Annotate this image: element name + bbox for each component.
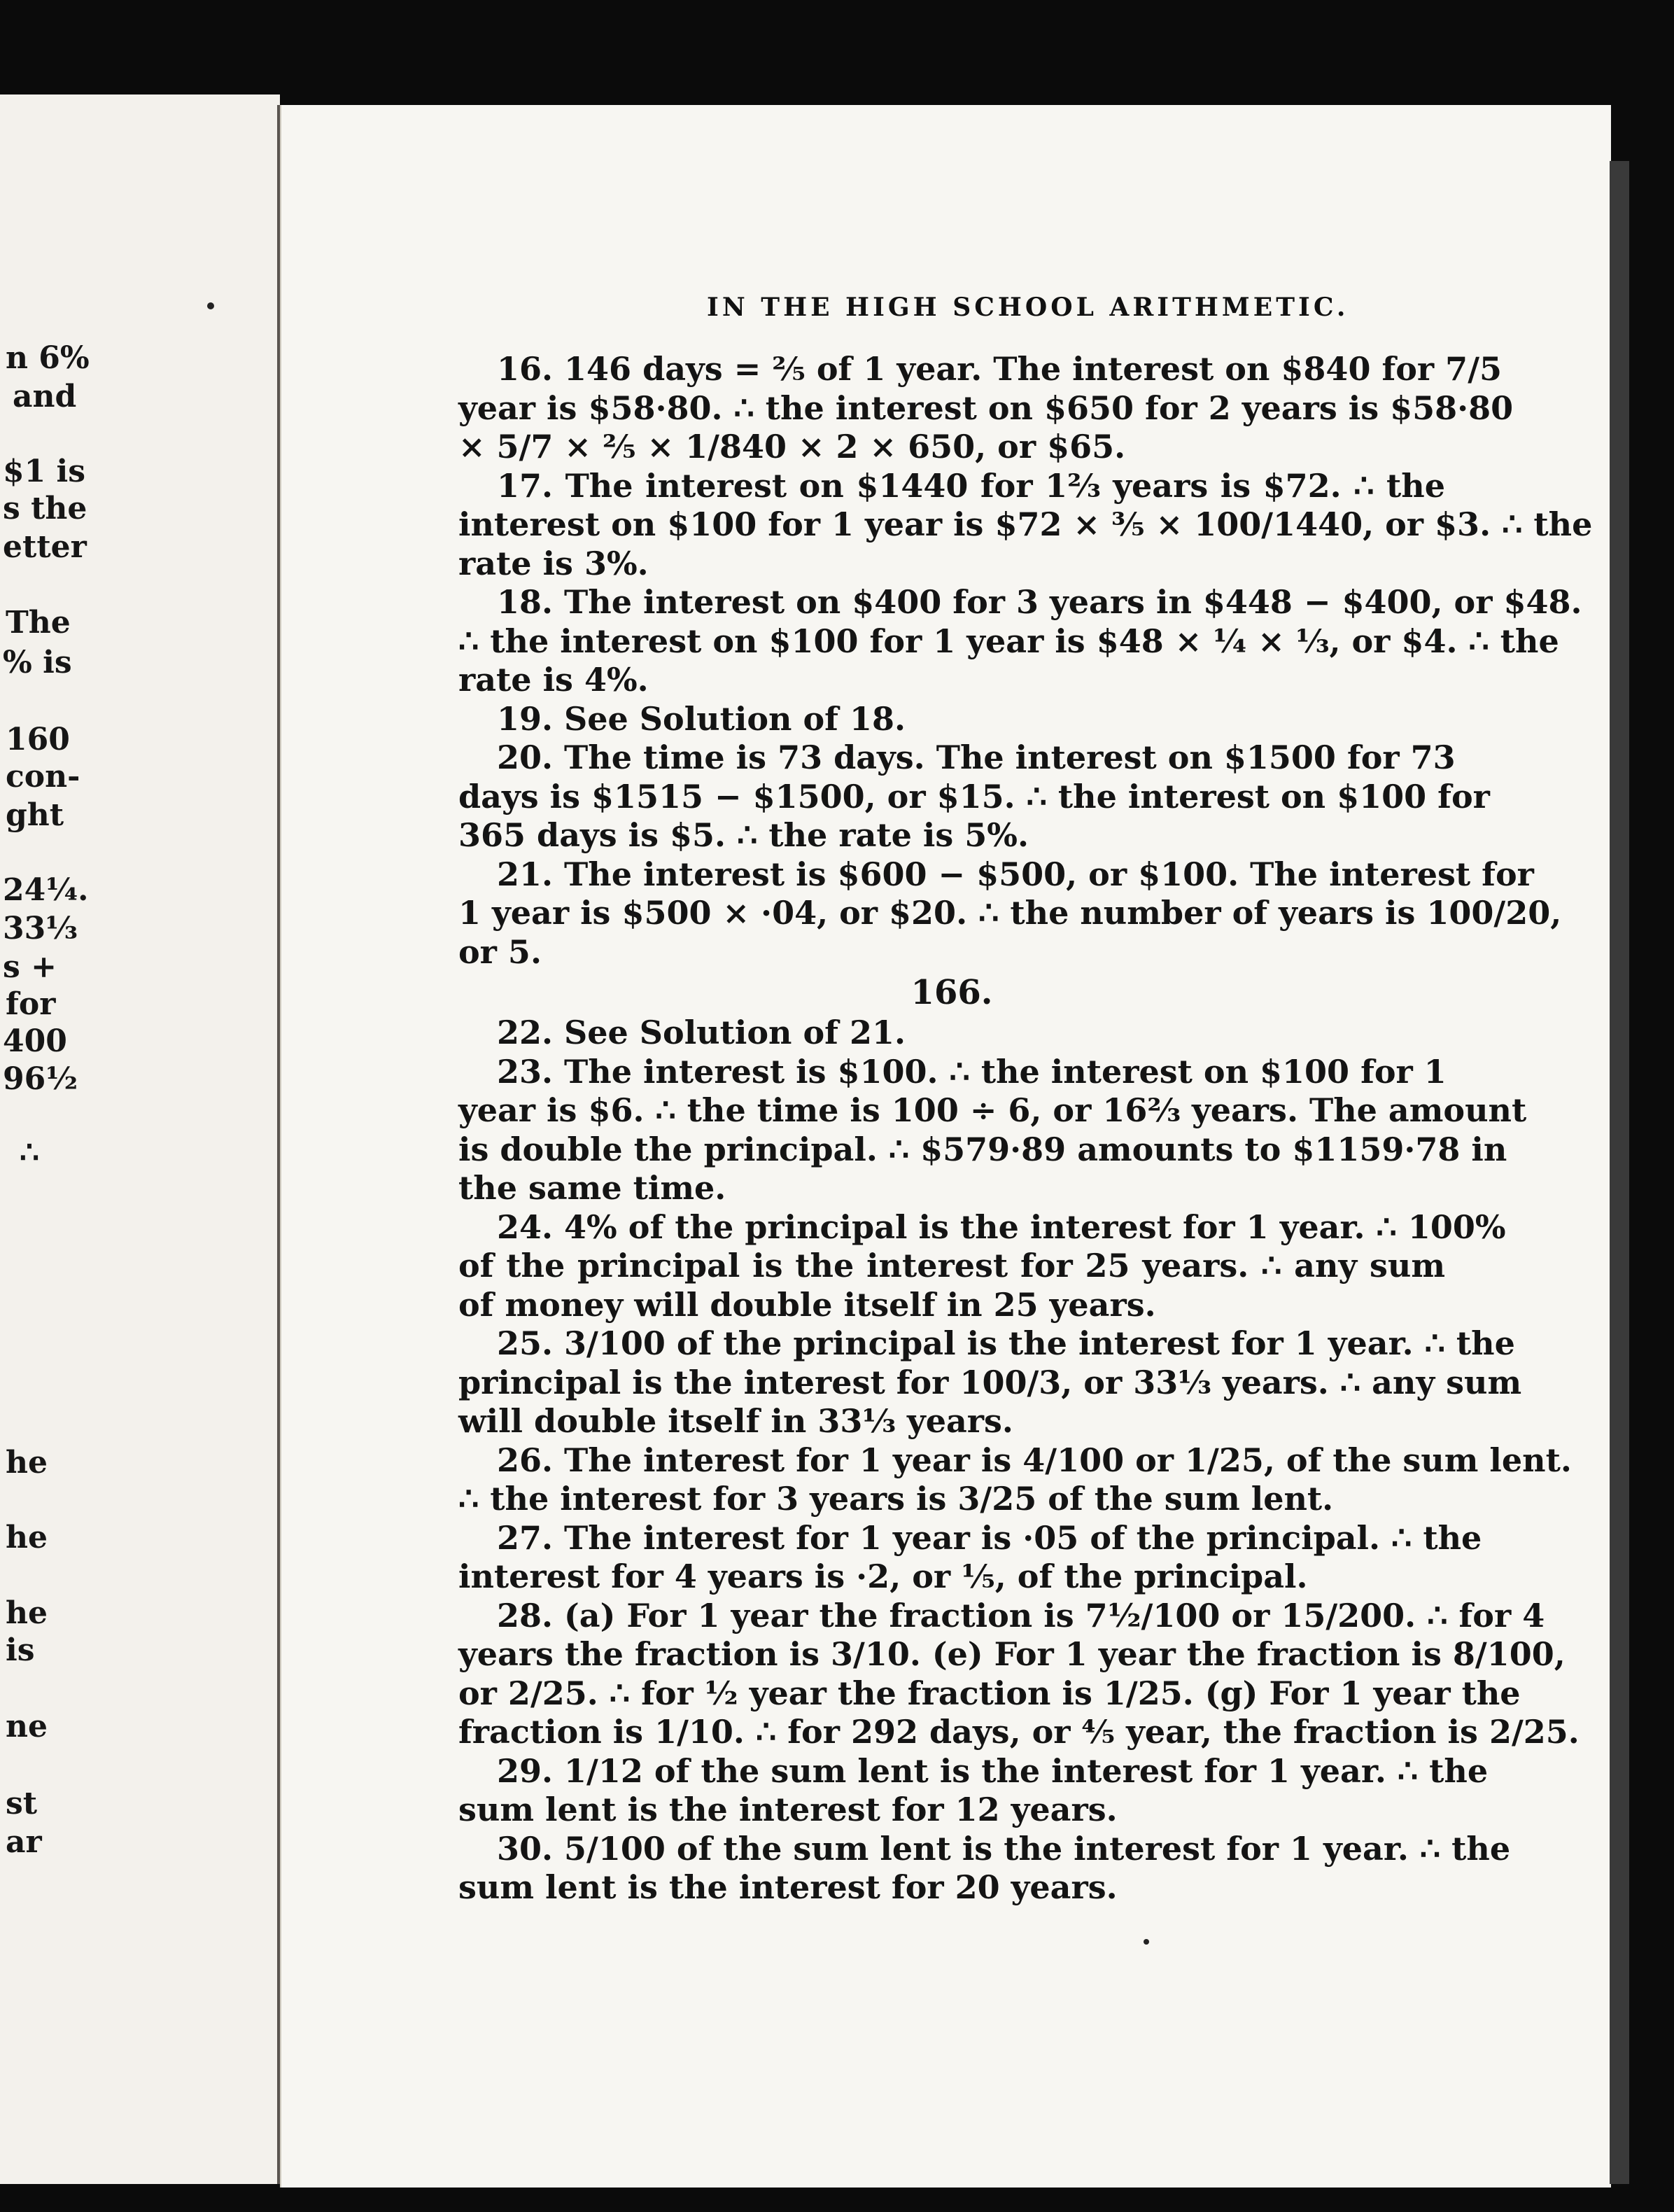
text-line: 26. The interest for 1 year is 4/100 or 1/25, of the sum lent. (497, 1441, 1572, 1479)
text-line: sum lent is the interest for 20 years. (458, 1868, 1118, 1906)
page-edge (1610, 161, 1629, 2184)
text-line: is double the principal. ∴ $579·89 amounts to $1159·78 in (458, 1130, 1507, 1168)
left-page-fragment: 24¼. (3, 872, 89, 908)
speck (207, 302, 214, 309)
left-page-fragment: 33⅓ (3, 911, 78, 946)
left-page-fragment: 96½ (3, 1061, 78, 1097)
text-line: 21. The interest is $600 − $500, or $100. The interest for (497, 855, 1534, 893)
text-line: 23. The interest is $100. ∴ the interest on $100 for 1 (497, 1052, 1447, 1091)
text-line: 25. 3/100 of the principal is the interest for 1 year. ∴ the (497, 1324, 1515, 1362)
text-line: or 2/25. ∴ for ½ year the fraction is 1/25. (g) For 1 year the (458, 1674, 1521, 1712)
text-line: year is $6. ∴ the time is 100 ÷ 6, or 16⅔ years. The amount (458, 1091, 1527, 1129)
left-page-fragment: 400 (3, 1023, 67, 1059)
left-page-fragment: etter (3, 529, 87, 565)
left-page-fragment: % is (3, 645, 72, 680)
left-page-fragment: ar (6, 1824, 42, 1860)
text-line: 30. 5/100 of the sum lent is the interest for 1 year. ∴ the (497, 1829, 1511, 1868)
speck (1144, 1939, 1149, 1945)
text-line: 27. The interest for 1 year is ·05 of the principal. ∴ the (497, 1518, 1482, 1557)
left-page-fragment: and (13, 379, 77, 414)
left-page-fragment: he (6, 1445, 48, 1480)
text-line: 19. See Solution of 18. (497, 699, 906, 738)
text-line: 29. 1/12 of the sum lent is the interest for 1 year. ∴ the (497, 1751, 1489, 1790)
left-page-fragment: st (6, 1786, 38, 1821)
left-page-fragment: con- (6, 759, 80, 794)
running-head: IN THE HIGH SCHOOL ARITHMETIC. (707, 293, 1349, 322)
text-line: days is $1515 − $1500, or $15. ∴ the interest on $100 for (458, 777, 1490, 816)
text-line: 16. 146 days = ⅖ of 1 year. The interest on $840 for 7/5 (497, 350, 1502, 388)
left-page-fragment: s + (3, 949, 57, 985)
left-page-fragment: ne (6, 1709, 48, 1744)
text-line: 22. See Solution of 21. (497, 1014, 906, 1051)
text-line: will double itself in 33⅓ years. (458, 1402, 1013, 1440)
left-page-fragment: n 6% (6, 340, 90, 376)
text-line: fraction is 1/10. ∴ for 292 days, or ⅘ year, the fraction is 2/25. (458, 1713, 1580, 1751)
text-line: or 5. (458, 932, 542, 971)
left-page-fragment: he (6, 1520, 48, 1555)
text-line: principal is the interest for 100/3, or 33⅓ years. ∴ any sum (458, 1363, 1522, 1401)
text-line: years the fraction is 3/10. (e) For 1 year the fraction is 8/100, (458, 1635, 1566, 1673)
text-line: 28. (a) For 1 year the fraction is 7½/100 or 15/200. ∴ for 4 (497, 1596, 1545, 1634)
text-line: 1 year is $500 × ·04, or $20. ∴ the number of years is 100/20, (458, 894, 1562, 932)
text-line: rate is 3%. (458, 544, 649, 582)
text-line: ∴ the interest on $100 for 1 year is $48 × ¼ × ⅓, or $4. ∴ the (458, 622, 1559, 660)
text-line: of the principal is the interest for 25 years. ∴ any sum (458, 1247, 1445, 1284)
text-line: 17. The interest on $1440 for 1⅔ years is $72. ∴ the (497, 466, 1445, 505)
text-line: interest for 4 years is ·2, or ⅕, of the principal. (458, 1558, 1308, 1595)
section-number: 166. (910, 973, 993, 1012)
text-line: 365 days is $5. ∴ the rate is 5%. (458, 816, 1029, 854)
text-line: year is $58·80. ∴ the interest on $650 for 2 years is $58·80 (458, 388, 1514, 427)
left-page-fragment: for (6, 986, 56, 1022)
solutions-text (458, 350, 1593, 1907)
left-page-fragment: ∴ (20, 1135, 39, 1170)
left-page-fragment: he (6, 1595, 48, 1631)
left-page-fragment: $1 is (3, 454, 86, 489)
text-line: of money will double itself in 25 years. (458, 1285, 1156, 1324)
text-line: 24. 4% of the principal is the interest for 1 year. ∴ 100% (497, 1208, 1506, 1246)
text-line: 20. The time is 73 days. The interest on $1500 for 73 (497, 738, 1456, 776)
left-page-fragment: s the (3, 491, 87, 526)
text-line: × 5/7 × ⅖ × 1/840 × 2 × 650, or $65. (458, 428, 1126, 465)
text-line: rate is 4%. (458, 661, 649, 699)
left-page-fragment: 160 (6, 722, 70, 757)
left-page-fragment: ght (6, 797, 64, 833)
text-line: 18. The interest on $400 for 3 years in $448 − $400, or $48. (497, 583, 1582, 621)
left-page-fragment: The (6, 605, 71, 640)
text-line: ∴ the interest for 3 years is 3/25 of the sum lent. (458, 1480, 1334, 1518)
text-line: sum lent is the interest for 12 years. (458, 1791, 1118, 1828)
text-line: interest on $100 for 1 year is $72 × ⅗ × 100/1440, or $3. ∴ the (458, 505, 1593, 543)
left-page-fragment: is (6, 1632, 35, 1668)
text-line: the same time. (458, 1169, 726, 1207)
